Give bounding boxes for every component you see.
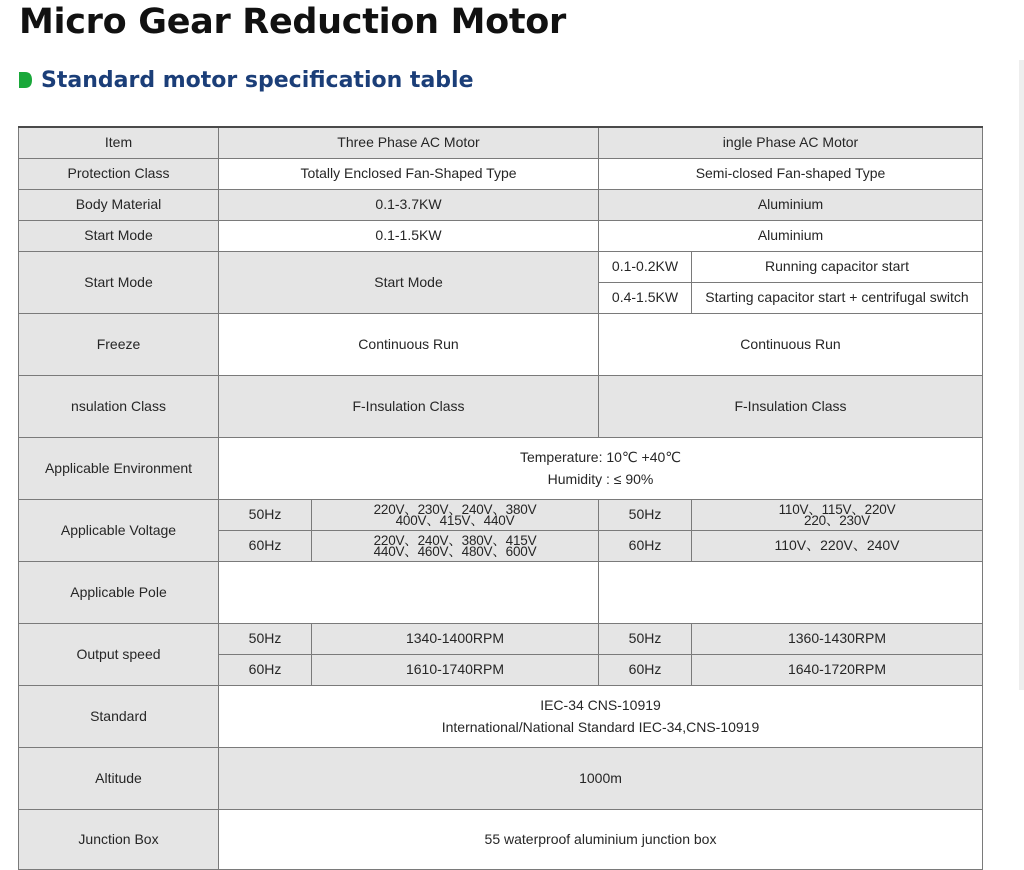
value-pole-three <box>219 561 599 623</box>
header-single-phase: ingle Phase AC Motor <box>599 127 983 158</box>
speed-freq-three-60: 60Hz <box>219 654 312 685</box>
label-standard: Standard <box>19 685 219 747</box>
voltage-freq-single-60: 60Hz <box>599 530 692 561</box>
row-speed-50hz <box>19 623 983 654</box>
section-marker-icon <box>19 72 32 88</box>
voltage-single-60: 110V、220V、240V <box>692 530 983 561</box>
value-protection-single: Semi-closed Fan-shaped Type <box>599 158 983 189</box>
value-protection-three: Totally Enclosed Fan-Shaped Type <box>219 158 599 189</box>
voltage-single-50-line1: 110V、115V、220V <box>778 501 896 517</box>
section-title: Standard motor specification table <box>41 67 474 93</box>
page-title: Micro Gear Reduction Motor <box>19 2 566 42</box>
voltage-single-50 <box>692 499 983 530</box>
value-pole-single <box>599 561 983 623</box>
label-freeze: Freeze <box>19 313 219 375</box>
voltage-three-60-line2: 440V、460V、480V、600V <box>373 543 537 559</box>
value-body-material-three: 0.1-3.7KW <box>219 189 599 220</box>
row-voltage-50hz <box>19 499 983 530</box>
value-insulation-three: F-Insulation Class <box>219 375 599 437</box>
speed-freq-single-60: 60Hz <box>599 654 692 685</box>
standard-line1: IEC-34 CNS-10919 <box>540 697 661 713</box>
speed-single-50: 1360-1430RPM <box>692 623 983 654</box>
voltage-three-50 <box>312 499 599 530</box>
speed-freq-single-50: 50Hz <box>599 623 692 654</box>
value-start-mode-1-single: Aluminium <box>599 220 983 251</box>
spec-table <box>18 126 983 870</box>
start-method-1: Running capacitor start <box>692 251 983 282</box>
voltage-freq-three-50: 50Hz <box>219 499 312 530</box>
speed-three-60: 1610-1740RPM <box>312 654 599 685</box>
voltage-three-60 <box>312 530 599 561</box>
row-standard <box>19 685 983 747</box>
voltage-three-50-line2: 400V、415V、440V <box>395 512 515 528</box>
label-voltage: Applicable Voltage <box>19 499 219 561</box>
voltage-freq-single-50: 50Hz <box>599 499 692 530</box>
value-junction-box: 55 waterproof aluminium junction box <box>219 809 983 869</box>
header-item: Item <box>19 127 219 158</box>
start-power-1: 0.1-0.2KW <box>599 251 692 282</box>
speed-three-50: 1340-1400RPM <box>312 623 599 654</box>
label-junction-box: Junction Box <box>19 809 219 869</box>
value-start-mode-1-three: 0.1-1.5KW <box>219 220 599 251</box>
label-pole: Applicable Pole <box>19 561 219 623</box>
label-start-mode-2: Start Mode <box>19 251 219 313</box>
label-body-material: Body Material <box>19 189 219 220</box>
value-freeze-single: Continuous Run <box>599 313 983 375</box>
row-altitude <box>19 747 983 809</box>
value-freeze-three: Continuous Run <box>219 313 599 375</box>
start-power-2: 0.4-1.5KW <box>599 282 692 313</box>
row-start-mode-2a <box>19 251 983 282</box>
label-output-speed: Output speed <box>19 623 219 685</box>
start-method-2: Starting capacitor start + centrifugal switch <box>692 282 983 313</box>
row-freeze <box>19 313 983 375</box>
voltage-freq-three-60: 60Hz <box>219 530 312 561</box>
label-start-mode-1: Start Mode <box>19 220 219 251</box>
speed-single-60: 1640-1720RPM <box>692 654 983 685</box>
voltage-single-50-line2: 220、230V <box>804 512 870 528</box>
row-pole <box>19 561 983 623</box>
voltage-three-60-line1: 220V、240V、380V、415V <box>373 532 537 548</box>
row-environment <box>19 437 983 499</box>
row-protection-class <box>19 158 983 189</box>
speed-freq-three-50: 50Hz <box>219 623 312 654</box>
environment-humidity: Humidity : ≤ 90% <box>547 471 654 487</box>
value-altitude: 1000m <box>219 747 983 809</box>
label-environment: Applicable Environment <box>19 437 219 499</box>
row-insulation <box>19 375 983 437</box>
label-altitude: Altitude <box>19 747 219 809</box>
value-body-material-single: Aluminium <box>599 189 983 220</box>
value-standard <box>219 685 983 747</box>
header-three-phase: Three Phase AC Motor <box>219 127 599 158</box>
value-start-mode-2-three: Start Mode <box>219 251 599 313</box>
row-body-material <box>19 189 983 220</box>
row-junction-box <box>19 809 983 869</box>
row-start-mode-1 <box>19 220 983 251</box>
voltage-three-50-line1: 220V、230V、240V、380V <box>373 501 537 517</box>
value-environment <box>219 437 983 499</box>
label-insulation: nsulation Class <box>19 375 219 437</box>
environment-temperature: Temperature: 10℃ +40℃ <box>519 449 682 465</box>
standard-line2: International/National Standard IEC-34,CNS-10919 <box>441 719 760 735</box>
table-header-row <box>19 127 983 158</box>
label-protection-class: Protection Class <box>19 158 219 189</box>
section-heading <box>19 64 474 96</box>
page-edge-shadow <box>1019 60 1024 690</box>
value-insulation-single: F-Insulation Class <box>599 375 983 437</box>
